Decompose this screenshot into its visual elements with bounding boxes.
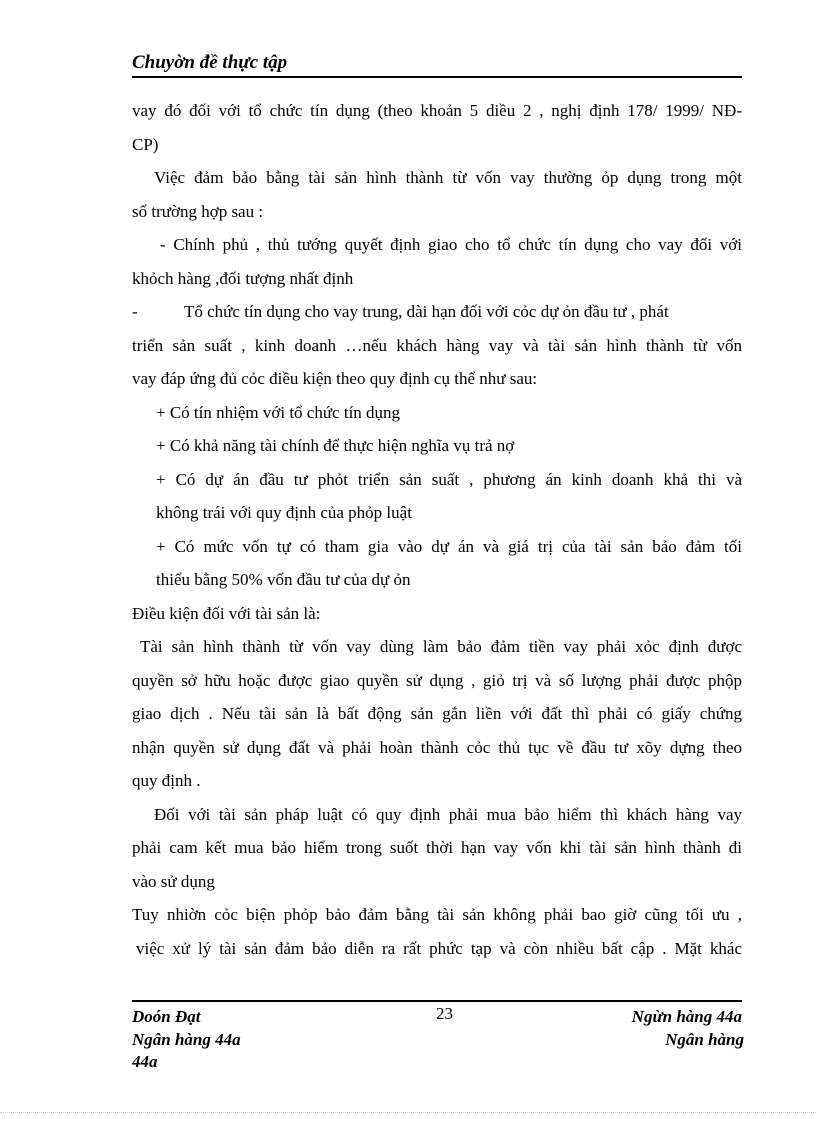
- text-line: vay đó đối với tổ chức tín dụng (theo khoản 5 diều 2 , nghị định 178/ 1999/ NĐ-: [132, 101, 742, 120]
- text-line: vay đáp ứng đủ cỏc điều kiện theo quy định cụ thể như sau:: [132, 369, 538, 388]
- text-line: Tài sản hình thành từ vốn vay dùng làm bảo đảm tiền vay phải xỏc định được: [140, 637, 742, 656]
- text-line: quy định .: [132, 771, 201, 790]
- header-rule: [132, 76, 742, 78]
- page-header-title: Chuyờn đề thực tập: [132, 52, 288, 73]
- text-line: Đối với tài sản pháp luật có quy định phải mua bảo hiểm thì khách hàng vay: [154, 804, 742, 824]
- text-line: Điều kiện đối với tài sản là:: [132, 603, 321, 623]
- text-line-dashed: [132, 301, 742, 335]
- footer-rule: [132, 1000, 742, 1002]
- footer-left-line2: Ngân hàng 44a: [132, 1030, 241, 1049]
- list-dash: -: [132, 302, 138, 321]
- page-bottom-divider: [0, 1112, 816, 1113]
- text-line: giao dịch . Nếu tài sản là bất động sản gắn liền với đất thì phải có giấy chứng: [132, 704, 742, 723]
- text-line: không trái với quy định của phỏp luật: [156, 503, 412, 522]
- text-line: nhận quyền sử dụng đất và phải hoàn thành cỏc thủ tục về đầu tư xõy dựng theo: [132, 737, 742, 757]
- text-line: triển sản suất , kinh doanh …nếu khách hàng vay và tài sản hình thành từ vốn: [132, 335, 742, 355]
- body-text: [132, 100, 742, 971]
- text-line: quyền sở hữu hoặc được giao quyền sử dụng , giỏ trị và số lượng phải được phộp: [132, 670, 742, 690]
- text-line: phải cam kết mua bảo hiểm trong suốt thời hạn vay vốn khi tài sản hình thành đi: [132, 838, 742, 857]
- text-line: khỏch hàng ,đối tượng nhất định: [132, 268, 354, 288]
- footer-right-line2: Ngân hàng: [665, 1030, 744, 1049]
- text-line: Tuy nhiờn cỏc biện phỏp bảo đảm bằng tài sản không phải bao giờ cũng tối ưu ,: [132, 905, 742, 924]
- page-number: 23: [436, 1004, 453, 1023]
- text-line: vào sử dụng: [132, 871, 215, 891]
- text-line: + Có tín nhiệm với tổ chức tín dụng: [156, 402, 401, 422]
- text-line: thiểu bằng 50% vốn đầu tư của dự ỏn: [156, 570, 411, 589]
- footer-left-line3: 44a: [132, 1052, 158, 1071]
- text-line: + Có mức vốn tự có tham gia vào dự án và giá trị của tài sản bảo đảm tối: [156, 536, 742, 556]
- text-line: Việc đảm bảo bằng tài sản hình thành từ vốn vay thường ỏp dụng trong một: [154, 168, 742, 187]
- footer-author: Doón Đạt: [132, 1007, 201, 1026]
- text-line: việc xử lý tài sản đảm bảo diễn ra rất phức tạp và còn nhiều bất cập . Mặt khác: [136, 938, 742, 958]
- text-line: Tổ chức tín dụng cho vay trung, dài hạn đối với cỏc dự ỏn đầu tư , phát: [184, 302, 669, 321]
- footer-right-line1: Ngừn hàng 44a: [631, 1007, 742, 1026]
- text-line: CP): [132, 134, 159, 154]
- text-line: - Chính phủ , thủ tướng quyết định giao cho tổ chức tín dụng cho vay đối với: [160, 235, 742, 254]
- text-line: số trường hợp sau :: [132, 201, 264, 221]
- text-line: + Có khả năng tài chính để thực hiện nghĩa vụ trả nợ: [156, 436, 515, 455]
- text-line: + Có dự án đầu tư phỏt triển sản suất , phương án kinh doanh khả thi và: [156, 469, 742, 489]
